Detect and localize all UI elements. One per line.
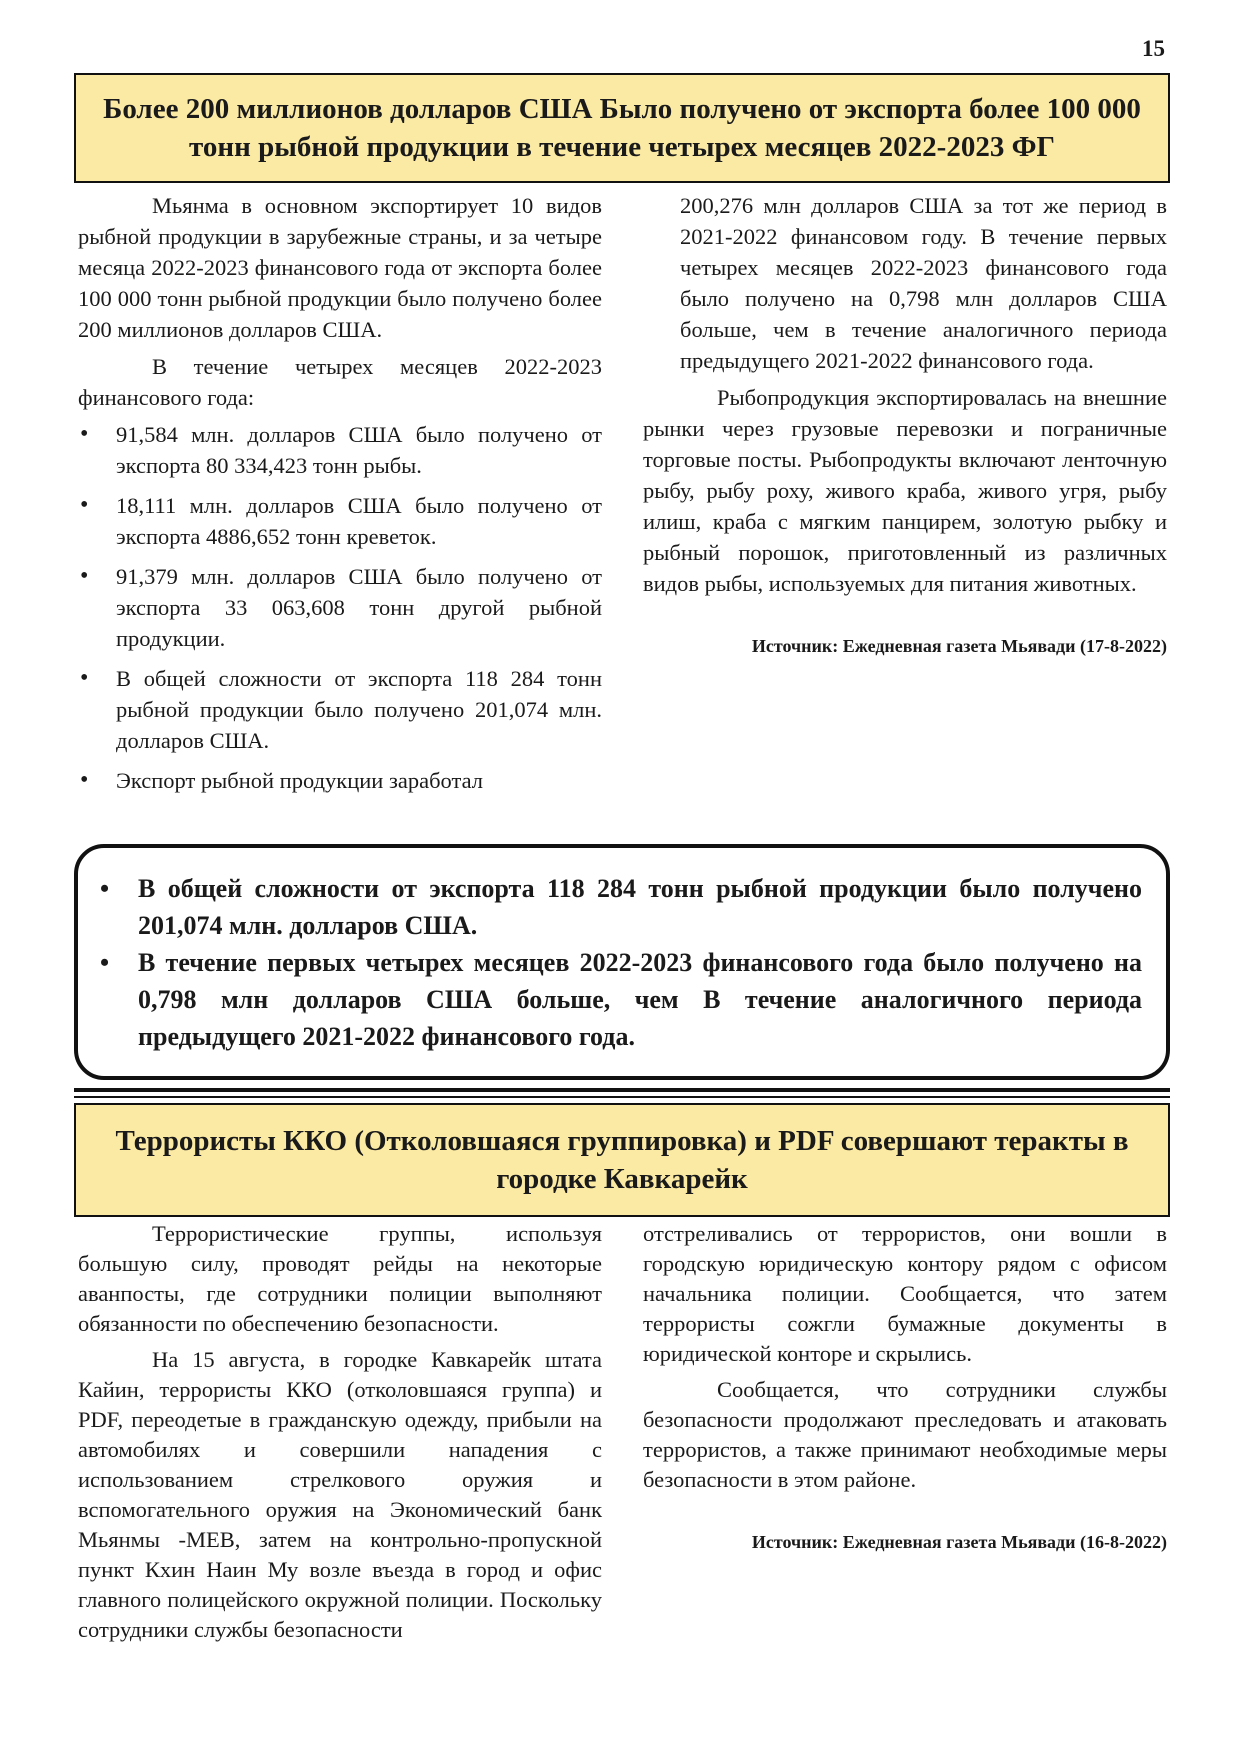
article2-left-paragraph-2: На 15 августа, в городке Кавкарейк штата Кайин, террористы ККО (отколовшаяся группа) и PDF, переодетые в гражданскую одежду, прибыли на автомобилях и совершили нападения с использованием стрелкового оружия и вспомогательного оружия на Экономический банк Мьянмы -МЕВ, затем на контрольно-пропускной пункт Кхин Наин Му возле въезда в город и офис главного полицейского окружной полиции. Поскольку сотрудники службы безопасности <box>78 1347 602 1642</box>
article1-source: Источник: Ежедневная газета Мьявади (17-8-2022) <box>751 636 1167 656</box>
bullet-item: • 18,111 млн. долларов США было получено от экспорта 4886,652 тонн креветок. <box>78 490 602 552</box>
article2-left-paragraph-1: Террористические группы, используя большую силу, проводят рейды на некоторые аванпосты, где сотрудники полиции выполняют обязанности по обеспечению безопасности. <box>78 1221 602 1336</box>
article2-right-paragraph-1: отстреливались от террористов, они вошли в городскую юридическую контору рядом с офисом начальника полиции. Сообщается, что затем террористы сожгли бумажные документы в юридической конторе и скрылись. <box>643 1221 1167 1366</box>
article1-right-column <box>643 190 1167 662</box>
article2-source: Источник: Ежедневная газета Мьявади (16-8-2022) <box>751 1532 1167 1552</box>
article1-headline: Более 200 миллионов долларов США Было получено от экспорта более 100 000 тонн рыбной продукции в течение четырех месяцев 2022-2023 ФГ <box>74 73 1170 183</box>
callout-item: • В общей сложности от экспорта 118 284 тонн рыбной продукции было получено 201,074 млн. долларов США. <box>92 870 1142 944</box>
article1-bullet-list <box>78 419 602 796</box>
article1-left-paragraph-1: Мьянма в основном экспортирует 10 видов рыбной продукции в зарубежные страны, и за четыре месяца 2022-2023 финансового года от экспорта более 100 000 тонн рыбной продукции было получено более 200 миллионов долларов США. <box>78 193 602 342</box>
article1-right-paragraph-2: Рыбопродукция экспортировалась на внешние рынки через грузовые перевозки и пограничные торговые посты. Рыбопродукты включают ленточную рыбу, рыбу роху, живого краба, живого угря, рыбу илиш, краба с мягким панцирем, золотую рыбку и рыбный порошок, приготовленный из различных видов рыбы, используемых для питания животных. <box>643 385 1167 596</box>
bullet-item: • Экспорт рыбной продукции заработал <box>78 765 602 796</box>
callout-item: • В течение первых четырех месяцев 2022-2023 финансового года было получено на 0,798 млн долларов США больше, чем В течение аналогичного периода предыдущего 2021-2022 финансового года. <box>92 944 1142 1055</box>
summary-callout-box <box>74 844 1170 1080</box>
article2-left-column <box>78 1219 602 1651</box>
section-divider-thick <box>74 1088 1170 1092</box>
article2-headline: Террористы ККО (Отколовшаяся группировка) и PDF совершают теракты в городке Кавкарейк <box>74 1103 1170 1217</box>
article2-right-column <box>643 1219 1167 1557</box>
article2-right-paragraph-2: Сообщается, что сотрудники службы безопасности продолжают преследовать и атаковать террористов, а также принимают необходимые меры безопасности в этом районе. <box>643 1377 1167 1492</box>
article1-left-paragraph-2: В течение четырех месяцев 2022-2023 финансового года: <box>78 354 602 410</box>
bullet-item: • 91,584 млн. долларов США было получено от экспорта 80 334,423 тонн рыбы. <box>78 419 602 481</box>
page-number: 15 <box>1142 36 1165 61</box>
article1-right-paragraph-1: 200,276 млн долларов США за тот же период в 2021-2022 финансовом году. В течение первых четырех месяцев 2022-2023 финансового года было получено на 0,798 млн долларов США больше, чем в течение аналогичного периода предыдущего 2021-2022 финансового года. <box>680 193 1167 373</box>
section-divider-thin <box>74 1096 1170 1098</box>
bullet-item: • 91,379 млн. долларов США было получено от экспорта 33 063,608 тонн другой рыбной продукции. <box>78 561 602 654</box>
bullet-item: • В общей сложности от экспорта 118 284 тонн рыбной продукции было получено 201,074 млн. долларов США. <box>78 663 602 756</box>
article1-left-column <box>78 190 602 805</box>
